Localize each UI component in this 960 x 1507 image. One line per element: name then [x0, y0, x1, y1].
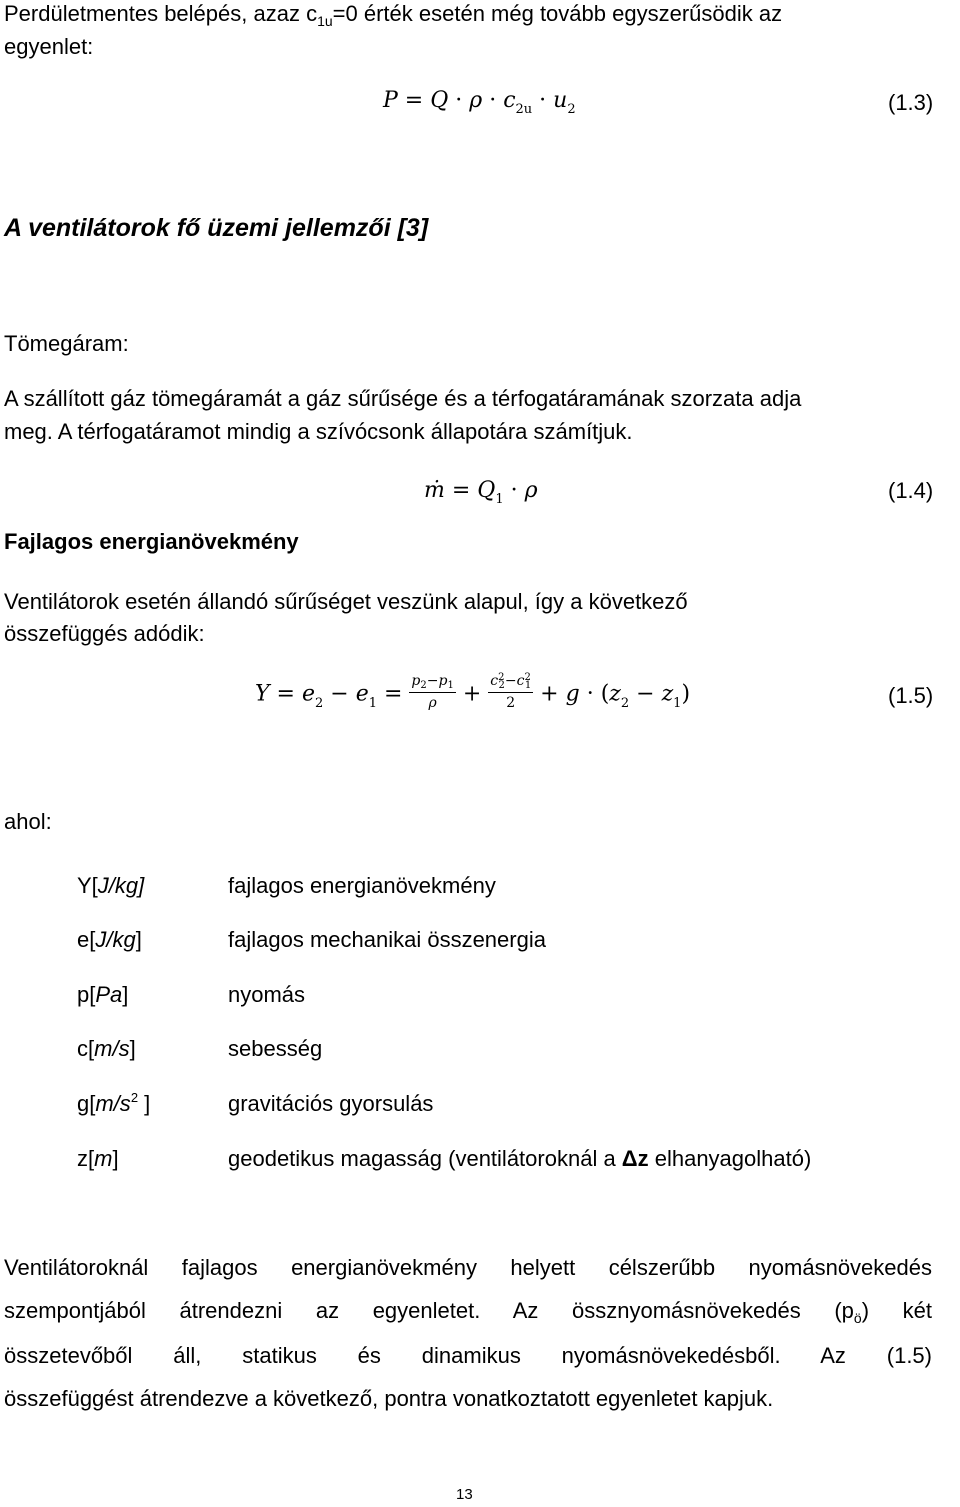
subheading-mass-flow: Tömegáram:: [4, 331, 129, 356]
def-unit: J/kg]: [97, 873, 145, 898]
definition-symbol: [77, 1145, 119, 1173]
mass-flow-line-1: A szállított gáz tömegáramát a gáz sűrűsége és a térfogatáramának szorzata adja: [4, 386, 802, 411]
where-label: ahol:: [4, 809, 52, 834]
eq-symbol: p: [411, 673, 421, 689]
eq-operator: =: [269, 681, 302, 707]
eq-symbol: Q: [430, 88, 449, 113]
def-unit: m/s: [94, 1036, 130, 1061]
definition-description: sebesség: [228, 1036, 323, 1061]
eq-paren: ): [681, 681, 691, 707]
equation-number-1-5: (1.5): [888, 683, 934, 708]
fraction-bar: [488, 692, 533, 693]
definition-description: fajlagos mechanikai összenergia: [228, 927, 546, 952]
subheading-specific-energy: Fajlagos energianövekmény: [4, 529, 299, 554]
eq-symbol: z: [661, 681, 674, 707]
fraction-numerator: [409, 673, 455, 691]
def-sym: g[: [77, 1091, 96, 1116]
section-heading: A ventilátorok fő üzemi jellemzői [3]: [4, 214, 429, 242]
eq-operator: =: [397, 88, 431, 113]
eq-symbol: c: [516, 673, 525, 689]
definition-symbol: [77, 1035, 136, 1063]
rearrange-text-b: ) két: [861, 1298, 932, 1323]
definition-symbol: [77, 1090, 150, 1121]
definition-symbol: [77, 926, 142, 954]
velocity-fraction: [488, 673, 533, 712]
eq-symbol: ρ: [469, 88, 483, 113]
page-number: 13: [456, 1486, 473, 1503]
eq-subscript: 2: [620, 695, 630, 711]
eq-symbol: g: [565, 681, 580, 707]
rearrange-text-a: szempontjából átrendezni az egyenletet. Az össznyomásnövekedés (p: [4, 1298, 854, 1323]
eq-symbol: z: [609, 681, 621, 707]
intro-line-2: egyenlet:: [4, 34, 94, 59]
eq-paren: (: [600, 681, 610, 707]
def-close: ]: [122, 982, 129, 1007]
def-unit: m: [94, 1146, 113, 1171]
equation-number-1-3: (1.3): [888, 90, 934, 115]
eq-subscript: 2u: [515, 102, 533, 117]
def-close: ]: [135, 927, 142, 952]
eq-subscript: 1: [524, 680, 532, 691]
eq-subscript: 1: [447, 680, 454, 691]
eq-operator: ·: [532, 88, 554, 113]
eq-symbol: Q: [477, 478, 496, 503]
def-desc-tail: elhanyagolható): [648, 1146, 812, 1171]
eq-operator: =: [377, 681, 410, 707]
eq-subscript: 2: [314, 695, 324, 711]
rearrange-line-4: összefüggést átrendezve a következő, pontra vonatkoztatott egyenletet kapjuk.: [4, 1386, 774, 1411]
intro-subscript: 1u: [317, 13, 333, 29]
intro-line-1: [4, 0, 782, 30]
eq-symbol: c: [503, 88, 516, 113]
definition-symbol: [77, 872, 144, 900]
intro-text-a: Perdületmentes belépés, azaz c: [4, 1, 318, 26]
eq-symbol: e: [301, 681, 315, 707]
def-close: ]: [129, 1036, 136, 1061]
eq-symbol: ρ: [524, 478, 538, 503]
pressure-fraction: [409, 673, 455, 712]
specific-energy-line-1: Ventilátorok esetén állandó sűrűséget veszünk alapul, így a következő: [4, 589, 688, 614]
eq-symbol: Y: [255, 681, 270, 707]
definition-description: nyomás: [228, 982, 306, 1007]
eq-symbol: p: [438, 673, 448, 689]
eq-operator: −: [323, 681, 356, 707]
equation-1-5: [255, 672, 691, 714]
eq-symbol: u: [553, 88, 568, 113]
specific-energy-line-2: összefüggés adódik:: [4, 621, 205, 646]
mass-flow-line-2: meg. A térfogatáramot mindig a szívócsonk állapotára számítjuk.: [4, 419, 633, 444]
equation-1-3: [383, 88, 576, 117]
eq-operator: +: [455, 681, 489, 707]
def-unit: J/kg: [95, 927, 136, 952]
eq-operator: ·: [503, 478, 525, 503]
def-unit: m/s: [95, 1091, 131, 1116]
rearrange-subscript: ö: [853, 1310, 862, 1326]
eq-subscript: 2: [567, 102, 576, 117]
def-unit-sup: 2: [130, 1090, 139, 1105]
def-desc-bold: Δz: [621, 1146, 649, 1171]
fraction-denominator: 2: [506, 695, 516, 711]
eq-operator: ·: [448, 88, 470, 113]
rearrange-line-2: [4, 1297, 932, 1327]
eq-subscript: 2: [420, 680, 427, 691]
def-close: ]: [138, 1091, 151, 1116]
def-sym: z[: [77, 1146, 95, 1171]
rearrange-line-1: Ventilátoroknál fajlagos energianövekmény helyett célszerűbb nyomásnövekedés: [4, 1255, 932, 1280]
equation-number-1-4: (1.4): [888, 478, 934, 503]
eq-operator: −: [426, 673, 439, 689]
eq-subscript: 1: [368, 695, 377, 711]
def-unit: Pa: [95, 982, 123, 1007]
intro-text-b: =0 érték esetén még tovább egyszerűsödik az: [332, 1, 783, 26]
definition-description: fajlagos energianövekmény: [228, 873, 496, 898]
eq-operator: ·: [482, 88, 504, 113]
eq-superscript: 2: [498, 672, 505, 683]
def-close: ]: [112, 1146, 119, 1171]
eq-subscript: 1: [495, 492, 504, 507]
eq-symbol: e: [355, 681, 369, 707]
eq-symbol: c: [490, 673, 499, 689]
eq-operator: =: [444, 478, 478, 503]
eq-symbol: P: [383, 88, 398, 113]
definition-description: gravitációs gyorsulás: [228, 1091, 434, 1116]
def-desc: geodetikus magasság (ventilátoroknál a: [228, 1146, 622, 1171]
eq-superscript: 2: [524, 672, 531, 683]
fraction-denominator: ρ: [428, 695, 437, 711]
definition-symbol: [77, 981, 128, 1009]
def-sym: e[: [77, 927, 96, 952]
eq-operator: ·: [579, 681, 601, 707]
definition-description: [228, 1145, 811, 1173]
rearrange-line-3: összetevőből áll, statikus és dinamikus nyomásnövekedésből. Az (1.5): [4, 1343, 932, 1368]
eq-operator: −: [629, 681, 662, 707]
def-sym: Y[: [77, 873, 98, 898]
fraction-numerator: [488, 673, 533, 691]
equation-1-4: [424, 478, 538, 507]
def-sym: c[: [77, 1036, 95, 1061]
eq-symbol: ṁ: [424, 478, 445, 503]
eq-subscript: 2: [498, 680, 505, 691]
def-sym: p[: [77, 982, 96, 1007]
eq-operator: +: [533, 681, 566, 707]
eq-operator: −: [504, 673, 517, 689]
fraction-bar: [409, 692, 455, 693]
eq-subscript: 1: [673, 695, 682, 711]
